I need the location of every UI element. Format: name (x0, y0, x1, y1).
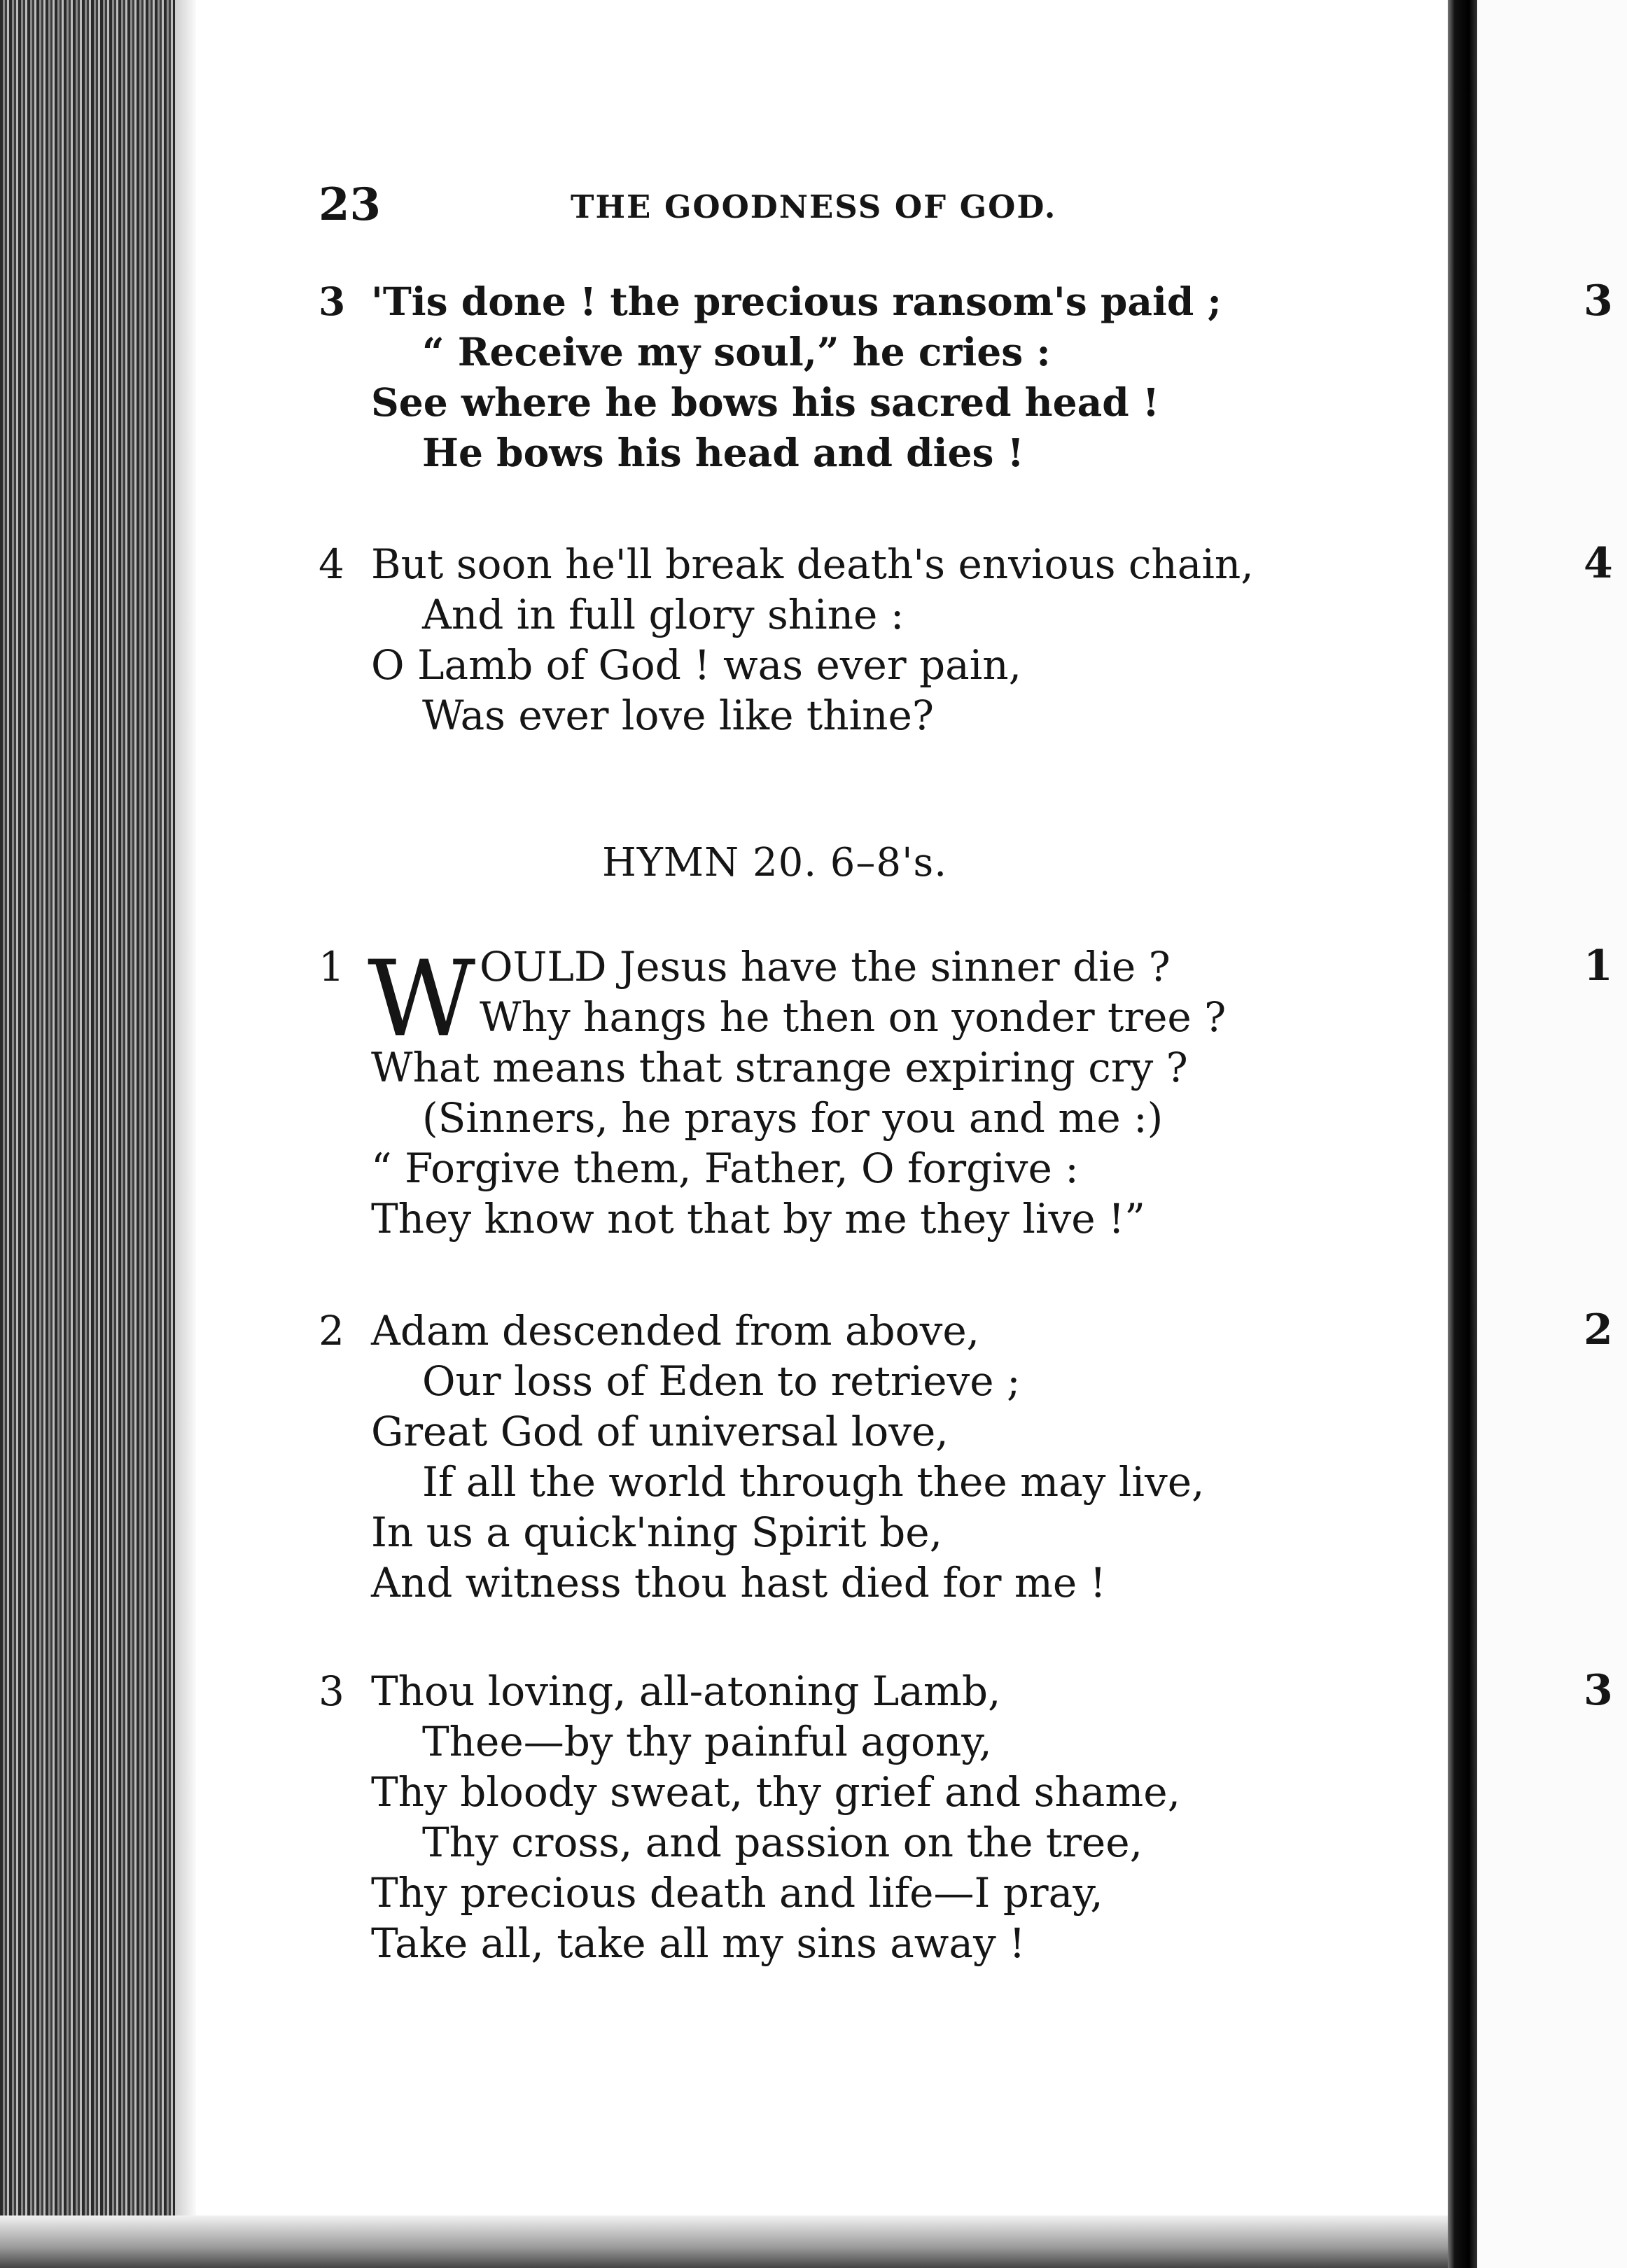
verse-line: He bows his head and dies ! (422, 430, 1024, 475)
verse-line: See where he bows his sacred head ! (371, 379, 1160, 425)
verse-number: 3 (319, 279, 346, 324)
stanza-prev-3 (319, 276, 1299, 478)
verse-number: 1 (319, 943, 344, 990)
facing-page-number: 2 (1584, 1306, 1613, 1354)
verse-line: In us a quick'ning Spirit be, (371, 1508, 943, 1556)
stanza-1 (319, 941, 1299, 1244)
verse-line: Take all, take all my sins away ! (371, 1919, 1026, 1967)
facing-page-number: 3 (1584, 276, 1613, 326)
verse-line: And in full glory shine : (422, 591, 905, 638)
verse-number: 2 (319, 1307, 344, 1354)
book-gutter (1448, 0, 1477, 2268)
stanza-3 (319, 1666, 1299, 1968)
verse-line: Great God of universal love, (371, 1408, 949, 1455)
hymn-heading: HYMN 20. 6–8's. (602, 840, 947, 886)
verse-line: Thy bloody sweat, thy grief and shame, (371, 1768, 1181, 1816)
verse-line: If all the world through thee may live, (422, 1458, 1205, 1506)
page-edge-shade (175, 0, 196, 2268)
running-header (319, 178, 1260, 234)
verse-line: “ Forgive them, Father, O forgive : (371, 1144, 1079, 1192)
running-title: THE GOODNESS OF GOD. (571, 188, 1057, 225)
verse-line: Thy cross, and passion on the tree, (422, 1819, 1143, 1866)
verse-line: O Lamb of God ! was ever pain, (371, 641, 1022, 689)
page-bottom-shadow (0, 2216, 1470, 2268)
verse-line: (Sinners, he prays for you and me :) (422, 1094, 1164, 1142)
facing-page-number: 1 (1584, 941, 1613, 990)
verse-line: Our loss of Eden to retrieve ; (422, 1357, 1021, 1405)
verse-line: They know not that by me they live !” (371, 1195, 1145, 1242)
facing-page-number: 4 (1584, 539, 1613, 588)
drop-cap: W (368, 939, 476, 1060)
verse-number: 3 (319, 1667, 344, 1715)
verse-line: 2 Adam descended from above, (319, 1307, 980, 1354)
page-edge-shadow (0, 0, 175, 2268)
stanza-2 (319, 1306, 1299, 1608)
facing-page-number: 3 (1584, 1666, 1613, 1715)
verse-line: 3 'Tis done ! the precious ransom's paid ; (319, 276, 1299, 327)
verse-line: Why hangs he then on yonder tree ? (480, 993, 1227, 1041)
verse-line: 3 Thou loving, all-atoning Lamb, (319, 1667, 1001, 1715)
page-number: 23 (319, 178, 382, 231)
verse-line: What means that strange expiring cry ? (371, 1044, 1188, 1091)
verse-line: Was ever love like thine? (422, 692, 934, 739)
verse-line: “ Receive my soul,” he cries : (422, 329, 1051, 374)
verse-line: 4 But soon he'll break death's envious chain, (319, 540, 1254, 588)
verse-line: 1 OULD Jesus have the sinner die ? (319, 943, 1171, 990)
verse-line: Thee—by thy painful agony, (422, 1718, 992, 1765)
verse-line: And witness thou hast died for me ! (371, 1559, 1106, 1606)
facing-page (1477, 0, 1627, 2268)
verse-line: Thy precious death and life—I pray, (371, 1869, 1103, 1917)
stanza-prev-4 (319, 539, 1299, 741)
verse-number: 4 (319, 540, 344, 588)
